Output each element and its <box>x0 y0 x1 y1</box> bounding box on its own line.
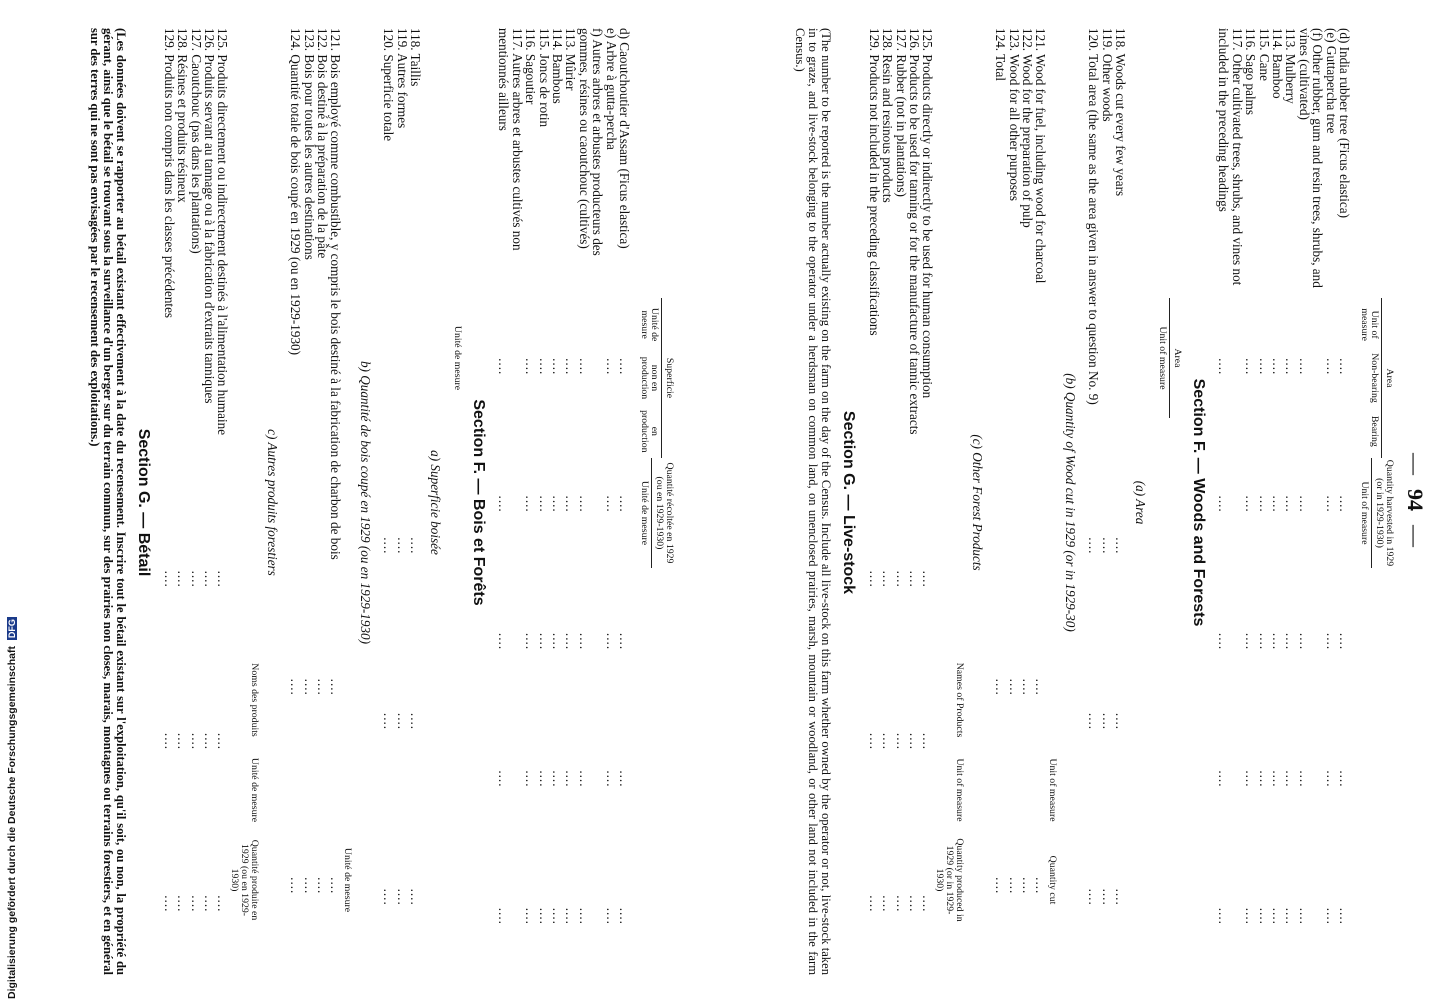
row-label: 113. Mûrier <box>563 28 579 91</box>
row-label: 115. Joncs de rotin <box>536 28 552 128</box>
table-row <box>302 20 315 985</box>
entry-cell: .... <box>536 358 552 376</box>
entry-cells <box>1271 298 1284 985</box>
entry-cells <box>551 298 564 985</box>
entry-cell: .... <box>496 632 512 651</box>
row-label: 114. Bambous <box>549 28 565 104</box>
entry-cell: .... <box>993 678 1009 696</box>
entry-cell: .... <box>215 895 231 913</box>
entry-cells <box>316 588 329 985</box>
entry-cell: .... <box>1243 907 1259 925</box>
entry-cells <box>1114 458 1127 985</box>
entry-cell: .... <box>576 358 592 376</box>
english-column: Area Unit of measure Non-bearing Bearing Quantity harvested in 1929 (or in 1929-1930) Unit of measure (d) India rubber tree (Ficus elastica) .... .... .... .... .... (e) Guttapercha tree .... .... .... .... .... (f) Other rubber, gum and resin trees, shrubs, and vines (cultivated) .... .... .... .... .... 113. Mulberry .... .... .... .... .... 114. Bamboo .... .... .... .... .... 115. Cane .... .... .... .... .... 116. Sago palms .... .... .... .... .... 117. Other cultivated trees, shrubs, and vines not included in the preceding headings .... .... .... .... .... Section F. — Woods and Forests Area Unit of measure (a) Area 118. Woods cut every few years .... .... .... 119. Other woods .... .... .... 120. Total area (the same as the area given in answer to question No. 9) .... .... .... (b) Quantity of Wood cut in 1929 (or in 1929-30) Unit of measure Quantity cut 121. Wood for fuel, including wood for charcoal .... .... 122. Wood for the preparation of pulp .... .... 123. Wood for all other purposes .... .... 124. Total .... .... (c) Other Forest Products Names of Products Unit of measure Quantity produced in 1929 (or in 1929-1930) 125. Products directly or indirectly to be used for human consumption .... .... .... 126. Products to be used for tanning or for the manufacture of tannic extracts .... .... .... 127. Rubber (not in plantations) .... .... .... 128. Resin and resinous products .... .... .... 129. Products not included in the preceding classifications .... .... .... Section G. — Live-stock (The number to be reported is the number actually existing on the farm on the day of the Census. Include all live-stock on this farm whether owned by the operator or not, live-stock taken in to graze, and live-stock belonging to the operator under a herdsman on common land, on unenclosed prairies, marsh, mountain or woodland, or other land not included in the farm Census.) <box>793 20 1394 985</box>
table-row <box>1034 20 1047 985</box>
entry-cell: .... <box>1337 907 1352 925</box>
entry-cell: .... <box>576 495 592 513</box>
entry-cell: .... <box>866 895 882 913</box>
table-row <box>618 20 631 985</box>
entry-cells <box>203 498 216 985</box>
entry-cell: .... <box>394 888 410 906</box>
entry-cells <box>329 588 342 985</box>
row-label: 119. Other woods <box>1099 28 1115 122</box>
entry-cell: .... <box>866 570 882 588</box>
table-row <box>203 20 216 985</box>
entry-cell: .... <box>315 877 331 895</box>
section-f-title: Section F. — Woods and Forests <box>1189 378 1207 627</box>
table-row <box>921 20 934 985</box>
row-label: (e) Guttapercha tree <box>1323 28 1339 134</box>
row-label: 114. Bamboo <box>1269 28 1285 99</box>
entry-cell: .... <box>549 358 565 376</box>
entry-cell: .... <box>301 877 317 895</box>
entry-cell: .... <box>188 895 204 913</box>
entry-cell: .... <box>866 732 882 751</box>
entry-cell: .... <box>536 770 552 788</box>
entry-cells <box>1034 588 1047 985</box>
entry-cell: .... <box>1337 495 1352 513</box>
row-label: 116. Sagoutier <box>523 28 539 105</box>
table-row <box>1021 20 1034 985</box>
table-row <box>604 20 617 985</box>
entry-cells <box>1021 588 1034 985</box>
table-row <box>1217 20 1244 985</box>
entry-cell: .... <box>1283 632 1299 651</box>
entry-cell: .... <box>893 895 909 913</box>
entry-cells <box>1338 298 1351 985</box>
table-row <box>1297 20 1324 985</box>
entry-cell: .... <box>993 877 1009 895</box>
area-subtitle: a) Superficie boisée <box>427 450 443 555</box>
entry-cell: .... <box>328 678 344 696</box>
french-column: Superficie Unité de mesure non en production en production Quantité récoltée en 1929 (ou en 1929-1930) Unité de mesure d) Caoutchoutier d'Assam (Ficus elastica) .... .... .... .... .... e) Arbre à gutta-percha .... .... .... .... .... f) Autres arbres et arbustes producteurs des gommes, résines ou caoutchouc (cultivés) .... .... .... .... .... 113. Mûrier .... .... .... .... .... 114. Bambous .... .... .... .... .... 115. Joncs de rotin .... .... .... .... .... 116. Sagoutier .... .... .... .... .... 117. Autres arbres et arbustes cultivés non mentionnés ailleurs .... .... .... .... .... Section F. — Bois et Forêts Unité de mesure a) Superficie boisée 118. Taillis .... .... .... 119. Autres formes .... .... .... 120. Superficie totale .... .... .... b) Quantité de bois coupé en 1929 (ou en 1929-1930) Unité de mesure 121. Bois employé comme combustible, y compris le bois destiné à la fabrication de charbon de bois .... .... 122. Bois destiné à la préparation de la pâte .... .... 123. Bois pour toutes les autres destinations .... .... 124. Quantité totale de bois coupé en 1929 (ou en 1929-1930) .... .... c) Autres produits forestiers Noms des produits Unité de mesure Quantité produite en 1929 (ou en 1929-1930) 125. Produits directement ou indirectement destinés à l'alimentation humaine .... .... .... 126. Produits servant au tannage ou à la fabrication d'extraits tanniques .... .... .... 127. Caoutchouc (pas dans les plantations) .... .... .... 128. Résines et produits résineux .... .... .... 129. Produits non compris dans les classes précédentes .... .... .... Section G. — Bétail (Les données doivent se rapporter au bétail existant effectivement à la date du recensement. Inscrire tout le bétail existant sur l'exploitation, qu'il soit, ou non, la propriété du gérant, ainsi que le bétail se trouvant sous la surveillance d'un berger sur du terrain commun, sur des prairies non closes, marais, montagnes ou terrains forestiers, et en général sur des terres qui ne sont pas envisagées par le recensement des exploitations.) <box>88 20 674 985</box>
entry-cell: .... <box>1216 495 1232 513</box>
entry-cells <box>382 458 395 985</box>
entry-cell: .... <box>1296 770 1312 788</box>
entry-cell: .... <box>893 732 909 751</box>
entry-cell: .... <box>1099 537 1115 555</box>
entry-cell: .... <box>1216 632 1232 651</box>
entry-cell: .... <box>1216 907 1232 925</box>
table-row <box>316 20 329 985</box>
entry-cell: .... <box>603 770 619 788</box>
livestock-note: (Les données doivent se rapporter au bétail existant effectivement à la date du recensement. Inscrire tout le bétail existant sur l'exploitation, qu'il soit, ou non, la propriété du gérant, ainsi que le bétail se trouvant sous la surveillance d'un berger sur du terrain commun, sur des prairies non closes, marais, montagnes ou terrains forestiers, et en général sur des terres qui ne sont pas envisagées par le recensement des exploitations.) <box>88 28 129 975</box>
section-f-title: Section F. — Bois et Forêts <box>469 399 487 606</box>
entry-cell: .... <box>1006 678 1022 696</box>
entry-cell: .... <box>523 495 539 513</box>
row-label: 123. Bois pour toutes les autres destinations <box>301 28 317 260</box>
entry-cell: .... <box>1243 632 1259 651</box>
row-label: 120. Total area (the same as the area given in answer to question No. 9) <box>1086 28 1102 405</box>
entry-cell: .... <box>880 895 896 913</box>
entry-cells <box>1284 298 1297 985</box>
row-label: e) Arbre à gutta-percha <box>603 28 619 150</box>
entry-cell: .... <box>175 732 191 751</box>
page-number: —94— <box>1403 453 1428 547</box>
table-row <box>409 20 422 985</box>
entry-cell: .... <box>1113 537 1129 555</box>
row-label: 119. Autres formes <box>394 28 410 129</box>
entry-cell: .... <box>1113 888 1129 906</box>
row-label: 125. Products directly or indirectly to be used for human consumption <box>920 28 936 399</box>
entry-cell: .... <box>215 570 231 588</box>
entry-cell: .... <box>1269 907 1285 925</box>
entry-cell: .... <box>907 732 923 751</box>
entry-cell: .... <box>536 632 552 651</box>
entry-cells <box>497 298 510 985</box>
entry-cell: .... <box>1323 358 1339 376</box>
entry-cell: .... <box>907 570 923 588</box>
entry-cell: .... <box>1086 537 1102 555</box>
row-label: 127. Rubber (not in plantations) <box>893 28 909 197</box>
table-row <box>867 20 880 985</box>
row-label: 120. Superficie totale <box>381 28 397 142</box>
entry-cell: .... <box>1296 358 1312 376</box>
entry-cells <box>189 498 202 985</box>
entry-cell: .... <box>496 358 512 376</box>
table-row <box>189 20 202 985</box>
row-label: 129. Produits non compris dans les classes précédentes <box>161 28 177 319</box>
entry-cell: .... <box>1256 907 1272 925</box>
entry-cells <box>176 498 189 985</box>
entry-cells <box>564 298 577 985</box>
entry-cell: .... <box>563 770 579 788</box>
entry-cell: .... <box>1337 632 1352 651</box>
row-label: 124. Quantité totale de bois coupé en 1929 (ou en 1929-1930) <box>288 28 304 356</box>
entry-cell: .... <box>1283 907 1299 925</box>
table-row <box>1338 20 1351 985</box>
entry-cell: .... <box>1216 770 1232 788</box>
entry-cell: .... <box>381 537 397 555</box>
entry-cell: .... <box>1283 358 1299 376</box>
entry-cell: .... <box>880 570 896 588</box>
entry-cells <box>1100 458 1113 985</box>
entry-cell: .... <box>1283 770 1299 788</box>
table-row <box>1244 20 1257 985</box>
entry-cell: .... <box>1243 770 1259 788</box>
entry-cell: .... <box>893 570 909 588</box>
table-row <box>994 20 1007 985</box>
entry-cell: .... <box>617 495 632 513</box>
area-subtitle: (a) Area <box>1132 480 1148 525</box>
entry-cell: .... <box>1033 678 1049 696</box>
table-row <box>497 20 524 985</box>
entry-cell: .... <box>536 907 552 925</box>
entry-cell: .... <box>1269 358 1285 376</box>
entry-cell: .... <box>1256 770 1272 788</box>
entry-cell: .... <box>576 632 592 651</box>
entry-cell: .... <box>1323 632 1339 651</box>
table-row <box>524 20 537 985</box>
entry-cell: .... <box>907 895 923 913</box>
entry-cell: .... <box>617 358 632 376</box>
entry-cell: .... <box>408 712 424 731</box>
entry-cell: .... <box>1256 358 1272 376</box>
table-row <box>894 20 907 985</box>
entry-cells <box>881 498 894 985</box>
entry-cells <box>1217 298 1230 985</box>
table-row <box>176 20 189 985</box>
entry-cell: .... <box>563 632 579 651</box>
entry-cell: .... <box>563 495 579 513</box>
entry-cell: .... <box>617 770 632 788</box>
entry-cell: .... <box>161 732 177 751</box>
entry-cell: .... <box>523 770 539 788</box>
entry-cell: .... <box>1020 678 1036 696</box>
dfg-logo: DFG <box>7 619 17 639</box>
entry-cell: .... <box>408 537 424 555</box>
entry-cell: .... <box>603 495 619 513</box>
table-row <box>289 20 302 985</box>
entry-cell: .... <box>328 877 344 895</box>
table-row <box>1007 20 1020 985</box>
entry-cells <box>1087 458 1100 985</box>
table-row <box>1114 20 1127 985</box>
wood-subtitle: (b) Quantity of Wood cut in 1929 (or in 1929-30) <box>1062 373 1078 632</box>
entry-cell: .... <box>1113 712 1129 731</box>
entry-cells <box>618 298 631 985</box>
entry-cells <box>921 498 934 985</box>
entry-cells <box>409 458 422 985</box>
table-row <box>216 20 229 985</box>
entry-cell: .... <box>1020 877 1036 895</box>
entry-cell: .... <box>1243 358 1259 376</box>
entry-cells <box>537 298 550 985</box>
row-label: 118. Taillis <box>408 28 424 87</box>
row-label: 122. Bois destiné à la préparation de la pâte <box>315 28 331 259</box>
wood-subtitle: b) Quantité de bois coupé en 1929 (ou en 1929-1930) <box>357 360 373 645</box>
entry-cell: .... <box>1086 888 1102 906</box>
row-label: 124. Total <box>993 28 1009 82</box>
table-row <box>881 20 894 985</box>
row-label: 123. Wood for all other purposes <box>1006 28 1022 202</box>
other-subtitle: c) Autres produits forestiers <box>264 429 280 576</box>
entry-cell: .... <box>1269 770 1285 788</box>
entry-cell: .... <box>603 632 619 651</box>
entry-cells <box>395 458 408 985</box>
row-label: 127. Caoutchouc (pas dans les plantations) <box>188 28 204 254</box>
livestock-note: (The number to be reported is the number actually existing on the farm on the day of the Census. Include all live-stock on this farm whether owned by the operator or not, live-stock taken in to graze, and live-stock belonging to the operator under a herdsman on common land, on unenclosed prairies, marsh, mountain or woodland, or other land not included in the farm Census.) <box>793 28 834 975</box>
entry-cell: .... <box>301 678 317 696</box>
entry-cell: .... <box>617 632 632 651</box>
entry-cell: .... <box>408 888 424 906</box>
entry-cells <box>577 298 590 985</box>
entry-cell: .... <box>1269 495 1285 513</box>
entry-cell: .... <box>215 732 231 751</box>
entry-cells <box>216 498 229 985</box>
row-label: 122. Wood for the preparation of pulp <box>1020 28 1036 228</box>
row-label: (d) India rubber tree (Ficus elastica) <box>1337 28 1352 219</box>
entry-cell: .... <box>1243 495 1259 513</box>
entry-cell: .... <box>920 570 936 588</box>
entry-cells <box>604 298 617 985</box>
entry-cell: .... <box>1283 495 1299 513</box>
table-row <box>1324 20 1337 985</box>
entry-cell: .... <box>880 732 896 751</box>
entry-cells <box>162 498 175 985</box>
table-row <box>395 20 408 985</box>
entry-cells <box>994 588 1007 985</box>
table-row <box>382 20 395 985</box>
entry-cell: .... <box>1296 632 1312 651</box>
entry-cell: .... <box>202 732 218 751</box>
entry-cell: .... <box>1099 888 1115 906</box>
row-label: 126. Produits servant au tannage ou à la fabrication d'extraits tanniques <box>202 28 218 404</box>
entry-cell: .... <box>1256 632 1272 651</box>
other-subtitle: (c) Other Forest Products <box>969 434 985 571</box>
entry-cell: .... <box>536 495 552 513</box>
entry-cell: .... <box>1099 712 1115 731</box>
entry-cell: .... <box>1323 907 1339 925</box>
entry-cell: .... <box>617 907 632 925</box>
row-label: 125. Produits directement ou indirectement destinés à l'alimentation humaine <box>215 28 231 436</box>
entry-cell: .... <box>496 907 512 925</box>
entry-cell: .... <box>549 770 565 788</box>
entry-cells <box>867 498 880 985</box>
section-g-title: Section G. — Bétail <box>135 428 153 577</box>
table-row <box>551 20 564 985</box>
entry-cell: .... <box>549 495 565 513</box>
entry-cell: .... <box>394 537 410 555</box>
entry-cell: .... <box>202 895 218 913</box>
entry-cell: .... <box>920 895 936 913</box>
entry-cell: .... <box>1337 358 1352 376</box>
entry-cells <box>302 588 315 985</box>
table-row <box>564 20 577 985</box>
row-label: 128. Résines et produits résineux <box>175 28 191 203</box>
table-row <box>1271 20 1284 985</box>
table-row <box>162 20 175 985</box>
table-row <box>1100 20 1113 985</box>
row-label: f) Autres arbres et arbustes producteurs des gommes, résines ou caoutchouc (cultivés) <box>576 28 606 256</box>
entry-cell: .... <box>288 877 304 895</box>
row-label: 118. Woods cut every few years <box>1113 28 1129 197</box>
entry-cell: .... <box>202 570 218 588</box>
row-label: d) Caoutchoutier d'Assam (Ficus elastica) <box>617 28 632 249</box>
table-row <box>537 20 550 985</box>
entry-cell: .... <box>188 732 204 751</box>
entry-cell: .... <box>549 907 565 925</box>
entry-cell: .... <box>523 907 539 925</box>
entry-cell: .... <box>1269 632 1285 651</box>
row-label: 115. Cane <box>1256 28 1272 81</box>
entry-cells <box>1007 588 1020 985</box>
entry-cell: .... <box>496 770 512 788</box>
entry-cell: .... <box>576 770 592 788</box>
entry-cell: .... <box>920 732 936 751</box>
table-row <box>908 20 921 985</box>
entry-cells <box>1297 298 1310 985</box>
entry-cell: .... <box>381 888 397 906</box>
entry-cells <box>1257 298 1270 985</box>
entry-cell: .... <box>161 570 177 588</box>
entry-cells <box>524 298 537 985</box>
entry-cell: .... <box>175 895 191 913</box>
entry-cell: .... <box>1033 877 1049 895</box>
table-row <box>1257 20 1270 985</box>
entry-cells <box>289 588 302 985</box>
entry-cell: .... <box>1216 358 1232 376</box>
entry-cell: .... <box>315 678 331 696</box>
row-label: 121. Bois employé comme combustible, y compris le bois destiné à la fabrication de charbon de bois <box>328 28 344 560</box>
table-row <box>329 20 342 985</box>
entry-cell: .... <box>1006 877 1022 895</box>
entry-cell: .... <box>496 495 512 513</box>
entry-cell: .... <box>288 678 304 696</box>
entry-cell: .... <box>175 570 191 588</box>
entry-cell: .... <box>1086 712 1102 731</box>
entry-cell: .... <box>1296 907 1312 925</box>
entry-cell: .... <box>603 358 619 376</box>
table-header: Superficie Unité de mesure non en production en production Quantité récoltée en 1929 (ou en 1929-1930) Unité de mesure <box>639 20 674 985</box>
entry-cell: .... <box>1323 770 1339 788</box>
entry-cell: .... <box>188 570 204 588</box>
row-label: 116. Sago palms <box>1243 28 1259 116</box>
row-label: 126. Products to be used for tanning or for the manufacture of tannic extracts <box>907 28 923 435</box>
entry-cell: .... <box>549 632 565 651</box>
table-row <box>1087 20 1100 985</box>
entry-cell: .... <box>603 907 619 925</box>
row-label: 128. Resin and resinous products <box>880 28 896 203</box>
entry-cells <box>1324 298 1337 985</box>
entry-cell: .... <box>161 895 177 913</box>
entry-cell: .... <box>1323 495 1339 513</box>
entry-cell: .... <box>523 358 539 376</box>
digitization-footer: Digitalisierung gefördert durch die Deutsche Forschungsgemeinschaft DFG <box>6 619 18 999</box>
entry-cell: .... <box>523 632 539 651</box>
entry-cell: .... <box>394 712 410 731</box>
table-header: Area Unit of measure Non-bearing Bearing Quantity harvested in 1929 (or in 1929-1930) Unit of measure <box>1359 20 1394 985</box>
entry-cell: .... <box>1256 495 1272 513</box>
entry-cell: .... <box>563 358 579 376</box>
row-label: 113. Mulberry <box>1283 28 1299 104</box>
section-g-title: Section G. — Live-stock <box>840 410 858 595</box>
table-row <box>1284 20 1297 985</box>
entry-cell: .... <box>1337 770 1352 788</box>
entry-cells <box>1244 298 1257 985</box>
entry-cells <box>908 498 921 985</box>
row-label: 129. Products not included in the preceding classifications <box>866 28 882 336</box>
entry-cell: .... <box>576 907 592 925</box>
entry-cell: .... <box>563 907 579 925</box>
entry-cells <box>894 498 907 985</box>
table-row <box>577 20 604 985</box>
row-label: 117. Other cultivated trees, shrubs, and vines not included in the preceding headings <box>1216 28 1245 286</box>
row-label: (f) Other rubber, gum and resin trees, shrubs, and vines (cultivated) <box>1296 28 1326 288</box>
row-label: 117. Autres arbres et arbustes cultivés non mentionnés ailleurs <box>496 28 525 251</box>
entry-cell: .... <box>381 712 397 731</box>
entry-cell: .... <box>1296 495 1312 513</box>
row-label: 121. Wood for fuel, including wood for charcoal <box>1033 28 1049 284</box>
